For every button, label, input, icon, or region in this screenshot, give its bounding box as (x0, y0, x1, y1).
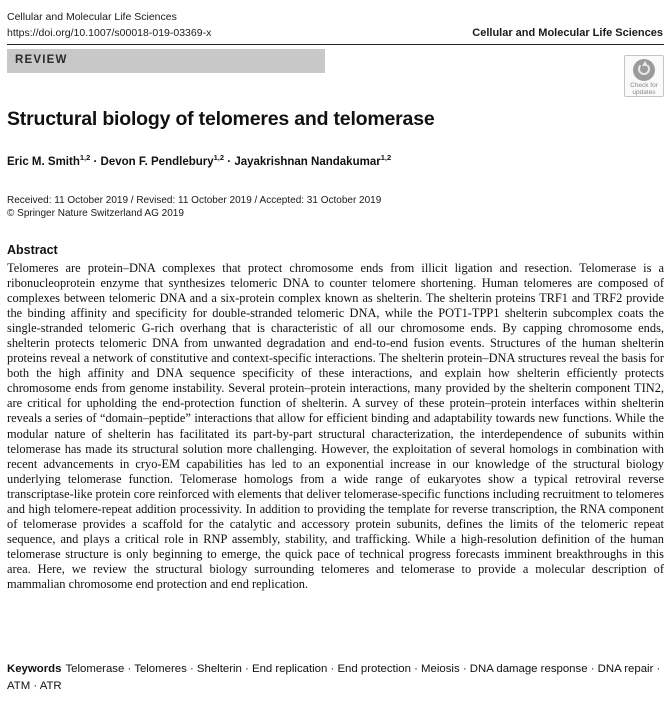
author-affiliation: 1,2 (213, 153, 225, 162)
journal-name-header: Cellular and Molecular Life Sciences (7, 11, 177, 23)
article-type-label: REVIEW (15, 54, 68, 66)
author-name[interactable]: Eric M. Smith (7, 156, 80, 168)
keywords-label: Keywords (7, 663, 62, 675)
header-divider (7, 44, 664, 45)
abstract-heading: Abstract (7, 243, 58, 257)
publication-dates: Received: 11 October 2019 / Revised: 11 October 2019 / Accepted: 31 October 2019 (7, 195, 382, 206)
author-separator: · (224, 156, 235, 168)
author-affiliation: 1,2 (79, 153, 91, 162)
keywords-list: Telomerase · Telomeres · Shelterin · End replication · End protection · Meiosis · DNA damage response · DNA repair · ATM · ATR (7, 663, 661, 692)
article-type-banner (7, 49, 325, 73)
check-for-updates-text: Check for updates (630, 82, 658, 96)
author-list (7, 153, 391, 168)
check-for-updates-badge[interactable] (624, 55, 664, 97)
author-separator: · (90, 156, 101, 168)
copyright-notice: © Springer Nature Switzerland AG 2019 (7, 208, 184, 219)
journal-name-right: Cellular and Molecular Life Sciences (472, 27, 663, 39)
article-title: Structural biology of telomeres and telomerase (7, 108, 435, 130)
abstract-body: Telomeres are protein–DNA complexes that protect chromosome ends from illicit ligation and resection. Telomerase is a ribonucleoprotein enzyme that synthesizes telomeric DNA to counter telomere shortening. Human telomeres are composed of complexes between telomeric DNA and a six-protein complex known as shelterin. The shelterin proteins TRF1 and TRF2 provide the binding affinity and specificity for double-stranded telomeric DNA, while the POT1-TPP1 shelterin subcomplex coats the single-stranded telomeric G-rich overhang that is characteristic of all our chromosome ends. By capping chromosome ends, shelterin protects telomeric DNA from unwanted degradation and end-to-end fusion events. Structures of the human shelterin proteins reveal a network of constitutive and context-specific interactions. The shelterin protein–DNA structures reveal the basis for both the high affinity and DNA sequence specificity of these interactions, and explain how shelterin efficiently protects chromosome ends from genome instability. Several protein–protein interactions, many provided by the shelterin component TIN2, are critical for upholding the end-protection function of shelterin. A survey of these protein–protein interfaces within shelterin reveals a series of “domain–peptide” interactions that allow for efficient binding and adaptability towards new functions. While the modular nature of shelterin has facilitated its part-by-part structural characterization, the interdependence of subunits within telomerase has made its structural solution more challenging. However, the exploitation of several homologs in combination with recent advancements in cryo-EM capabilities has led to an exponential increase in our knowledge of the structural biology underlying telomerase function. Telomerase homologs from a wide range of eukaryotes show a typical retroviral reverse transcriptase-like protein core reinforced with elements that deliver telomerase-specific functions including recruitment to telomeres and high telomere-repeat addition processivity. In addition to providing the template for reverse transcription, the RNA component of telomerase provides a scaffold for the catalytic and accessory protein subunits, defines the limits of the telomeric repeat sequence, and plays a critical role in RNP assembly, stability, and trafficking. While a high-resolution definition of the human telomerase structure is only beginning to emerge, the quick pace of technical progress forecasts imminent breakthroughs in this area. Here, we review the structural biology surrounding telomeres and telomerase to provide a molecular description of mammalian chromosome end protection and end replication. (7, 261, 664, 591)
keywords-section (7, 661, 664, 695)
refresh-icon (633, 59, 655, 81)
doi-link[interactable]: https://doi.org/10.1007/s00018-019-03369-x (7, 27, 212, 39)
author-name[interactable]: Devon F. Pendlebury (100, 156, 214, 168)
author-name[interactable]: Jayakrishnan Nandakumar (234, 156, 381, 168)
author-affiliation: 1,2 (380, 153, 392, 162)
